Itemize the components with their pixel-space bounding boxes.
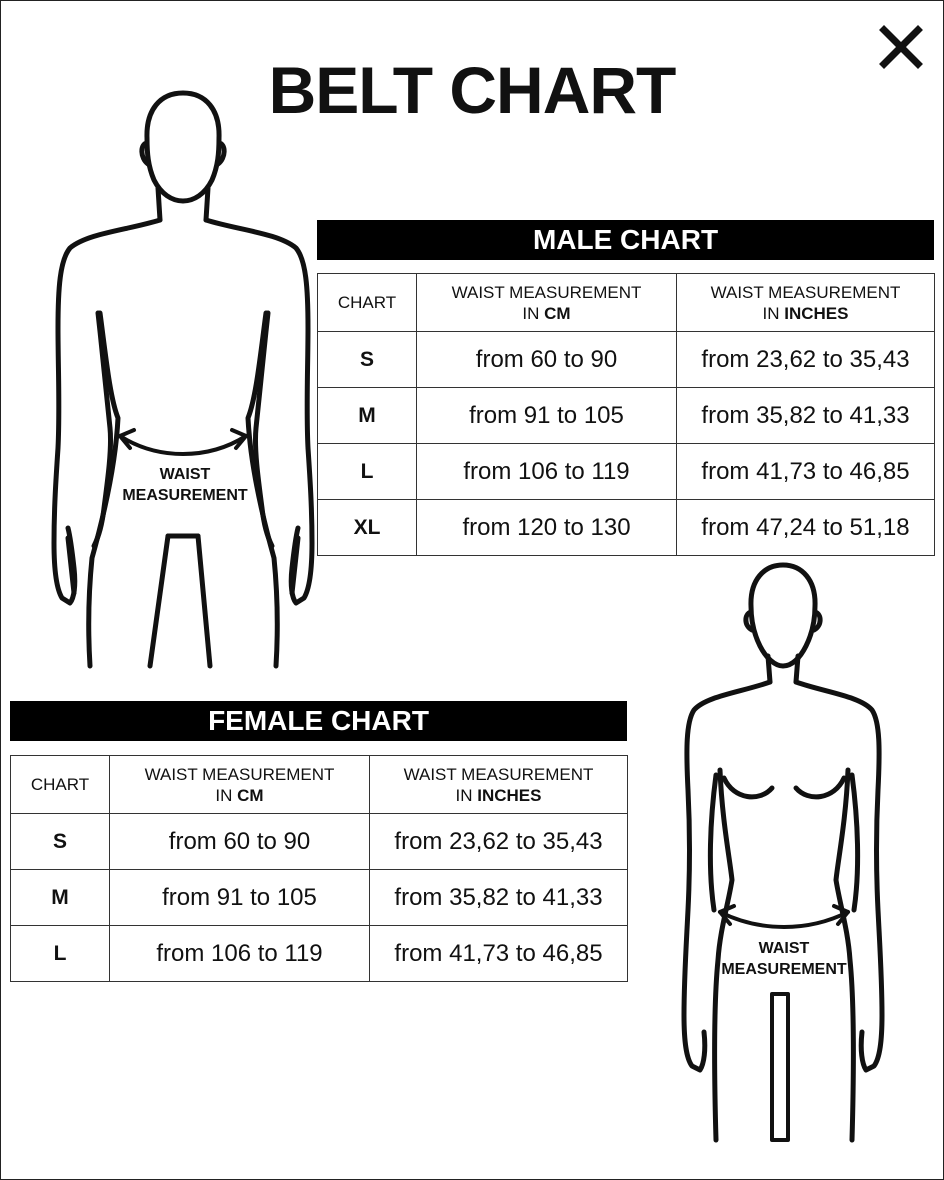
male-cm-cell: from 106 to 119 bbox=[417, 444, 677, 500]
table-row bbox=[11, 814, 628, 870]
table-row bbox=[11, 926, 628, 982]
female-cm-cell: from 106 to 119 bbox=[110, 926, 370, 982]
male-header-inches bbox=[677, 274, 935, 332]
female-table-header-row bbox=[11, 756, 628, 814]
male-size-table bbox=[317, 273, 935, 556]
female-inches-cell: from 23,62 to 35,43 bbox=[370, 814, 628, 870]
male-inches-cell: from 35,82 to 41,33 bbox=[677, 388, 935, 444]
female-header-chart: CHART bbox=[11, 756, 110, 814]
page-title: BELT CHART bbox=[268, 53, 676, 127]
male-size-cell: L bbox=[318, 444, 417, 500]
male-waist-label-line2: MEASUREMENT bbox=[122, 487, 248, 504]
table-row bbox=[11, 870, 628, 926]
male-cm-cell: from 120 to 130 bbox=[417, 500, 677, 556]
male-cm-cell: from 60 to 90 bbox=[417, 332, 677, 388]
female-header-cm-unit: CM bbox=[237, 785, 264, 805]
table-row bbox=[318, 332, 935, 388]
female-figure bbox=[680, 560, 890, 1145]
male-body-outline-icon bbox=[48, 88, 318, 673]
male-header-cm-unit: CM bbox=[544, 303, 571, 323]
female-header-cm-line1: WAIST MEASUREMENT bbox=[144, 764, 335, 784]
female-header-inches-prefix: IN bbox=[455, 785, 473, 805]
female-chart-heading: FEMALE CHART bbox=[10, 701, 627, 741]
male-waist-label-line1: WAIST bbox=[159, 466, 211, 483]
female-header-inches-line1: WAIST MEASUREMENT bbox=[403, 764, 594, 784]
male-header-cm bbox=[417, 274, 677, 332]
female-header-inches-unit: INCHES bbox=[477, 785, 542, 805]
male-header-inches-unit: INCHES bbox=[784, 303, 849, 323]
table-row bbox=[318, 388, 935, 444]
female-waist-label-line1: WAIST bbox=[758, 940, 810, 957]
female-size-cell: S bbox=[11, 814, 110, 870]
male-header-inches-prefix: IN bbox=[762, 303, 780, 323]
male-cm-cell: from 91 to 105 bbox=[417, 388, 677, 444]
male-inches-cell: from 47,24 to 51,18 bbox=[677, 500, 935, 556]
male-size-cell: S bbox=[318, 332, 417, 388]
female-inches-cell: from 35,82 to 41,33 bbox=[370, 870, 628, 926]
male-inches-cell: from 41,73 to 46,85 bbox=[677, 444, 935, 500]
female-header-inches bbox=[370, 756, 628, 814]
male-header-inches-line1: WAIST MEASUREMENT bbox=[710, 282, 901, 302]
male-header-chart: CHART bbox=[318, 274, 417, 332]
close-x-icon[interactable] bbox=[878, 24, 924, 70]
female-header-cm bbox=[110, 756, 370, 814]
male-table-header-row bbox=[318, 274, 935, 332]
close-button[interactable] bbox=[878, 24, 924, 70]
female-cm-cell: from 60 to 90 bbox=[110, 814, 370, 870]
male-size-cell: M bbox=[318, 388, 417, 444]
male-header-cm-prefix: IN bbox=[522, 303, 540, 323]
male-inches-cell: from 23,62 to 35,43 bbox=[677, 332, 935, 388]
male-header-cm-line1: WAIST MEASUREMENT bbox=[451, 282, 642, 302]
female-inches-cell: from 41,73 to 46,85 bbox=[370, 926, 628, 982]
female-body-outline-icon bbox=[680, 560, 890, 1145]
female-waist-label-line2: MEASUREMENT bbox=[721, 961, 847, 978]
table-row bbox=[318, 500, 935, 556]
female-waist-label bbox=[710, 938, 858, 980]
male-figure bbox=[48, 88, 318, 673]
female-header-cm-prefix: IN bbox=[215, 785, 233, 805]
male-size-cell: XL bbox=[318, 500, 417, 556]
female-cm-cell: from 91 to 105 bbox=[110, 870, 370, 926]
male-chart-heading: MALE CHART bbox=[317, 220, 934, 260]
male-waist-label bbox=[110, 464, 260, 506]
female-size-cell: L bbox=[11, 926, 110, 982]
female-size-cell: M bbox=[11, 870, 110, 926]
female-size-table bbox=[10, 755, 628, 982]
table-row bbox=[318, 444, 935, 500]
